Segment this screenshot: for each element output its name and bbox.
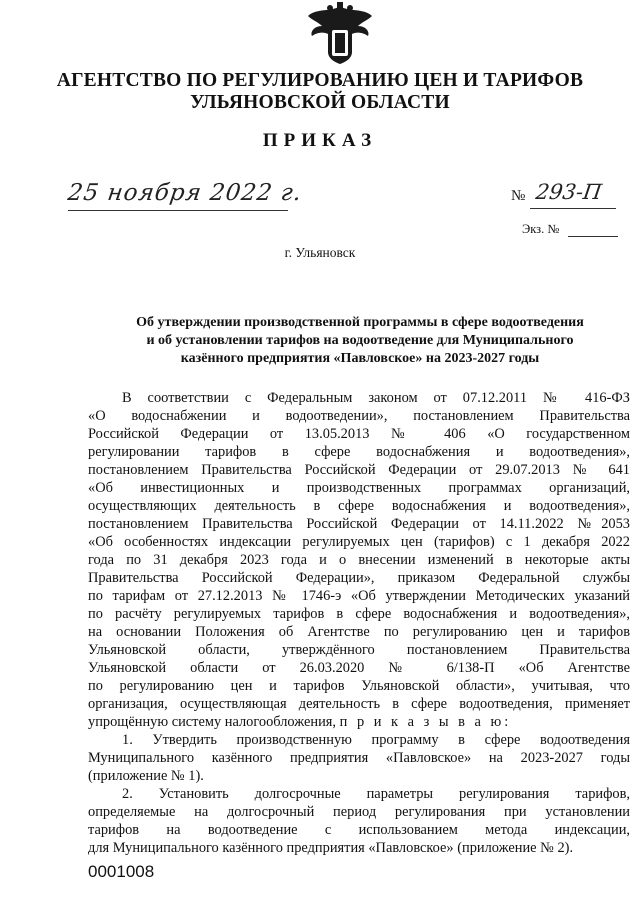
body-line: «Об особенностях индексации регулируемых цен (тарифов) с 1 декабря 2022 bbox=[88, 534, 630, 550]
item2-line: тарифов на водоотведение с использованием метода индексации, bbox=[88, 822, 630, 838]
item2-line: определяемые на долгосрочный период регулирования при установлении bbox=[88, 804, 630, 820]
body-line: «Об инвестиционных и производственных программах организаций, bbox=[88, 480, 630, 496]
body-line: постановлением Правительства Российской Федерации от 29.07.2013 № 641 bbox=[88, 462, 630, 478]
body-line: осуществляющих деятельность в сфере водоснабжения и водоотведения», bbox=[88, 498, 630, 514]
body-line: организация, осуществляющая деятельность в сфере водоотведения, применяет bbox=[88, 696, 630, 712]
body-line-text: упрощённую систему налогообложения, bbox=[88, 714, 337, 730]
body-line: на основании Положения об Агентстве по регулированию цен и тарифов bbox=[88, 624, 630, 640]
body-line: В соответствии с Федеральным законом от 07.12.2011 № 416-ФЗ bbox=[122, 390, 630, 406]
body-line: Российской Федерации от 13.05.2013 № 406 «О государственном bbox=[88, 426, 630, 442]
body-line: по регулированию цен и тарифов Ульяновской области», учитывая, что bbox=[88, 678, 630, 694]
body-line: регулировании тарифов в сфере водоснабжения и водоотведения», bbox=[88, 444, 630, 460]
item1-line: 1. Утвердить производственную программу в сфере водоотведения bbox=[122, 732, 630, 748]
subject-line2: и об установлении тарифов на водоотведение для Муниципального bbox=[146, 333, 574, 348]
handwritten-order-number: 293-П bbox=[534, 180, 604, 204]
body-line: постановлением Правительства Российской Федерации от 14.11.2022 №2053 bbox=[88, 516, 630, 532]
agency-name-line1: АГЕНТСТВО ПО РЕГУЛИРОВАНИЮ ЦЕН И ТАРИФОВ bbox=[56, 70, 584, 91]
document-type-title: ПРИКАЗ bbox=[262, 130, 378, 151]
item1-line: Муниципального казённого предприятия «Павловское» на 2023-2027 годы bbox=[88, 750, 630, 766]
number-prefix: № bbox=[511, 188, 526, 204]
body-line: Ульяновской области от 26.03.2020 № 6/138-П «Об Агентстве bbox=[88, 660, 630, 676]
city: г. Ульяновск bbox=[284, 245, 356, 260]
copy-number-underline bbox=[568, 236, 618, 237]
copy-number-label: Экз. № bbox=[522, 222, 560, 236]
body-line: по тарифам от 27.12.2013 № 1746-э «Об утверждении Методических указаний bbox=[88, 588, 630, 604]
item2-line: для Муниципального казённого предприятия «Павловское» (приложение № 2). bbox=[88, 840, 574, 856]
body-line: «О водоснабжении и водоотведении», постановлением Правительства bbox=[88, 408, 630, 424]
agency-name-line2: УЛЬЯНОВСКОЙ ОБЛАСТИ bbox=[190, 92, 450, 113]
subject-line3: казённого предприятия «Павловское» на 2023-2027 годы bbox=[180, 351, 540, 366]
handwritten-date: 25 ноября 2022 г. bbox=[66, 180, 304, 206]
body-line: Ульяновской области, утверждённого постановлением Правительства bbox=[88, 642, 630, 658]
order-word: п р и к а з ы в а ю: bbox=[339, 714, 512, 730]
item1-line: (приложение № 1). bbox=[88, 768, 204, 784]
item2-line: 2. Установить долгосрочные параметры регулирования тарифов, bbox=[122, 786, 630, 802]
date-underline bbox=[68, 210, 288, 211]
coat-of-arms-icon bbox=[302, 2, 378, 66]
document-serial-code: 0001008 bbox=[88, 862, 155, 881]
body-line: года по 31 декабря 2023 года и о внесении изменений в некоторые акты bbox=[88, 552, 630, 568]
body-line: по расчёту регулируемых тарифов в сфере водоснабжения и водоотведения», bbox=[88, 606, 630, 622]
body-line-last bbox=[88, 713, 630, 731]
number-underline bbox=[530, 208, 616, 209]
body-line: Правительства Российской Федерации», приказом Федеральной службы bbox=[88, 570, 630, 586]
subject-line1: Об утверждении производственной программы в сфере водоотведения bbox=[136, 315, 584, 330]
